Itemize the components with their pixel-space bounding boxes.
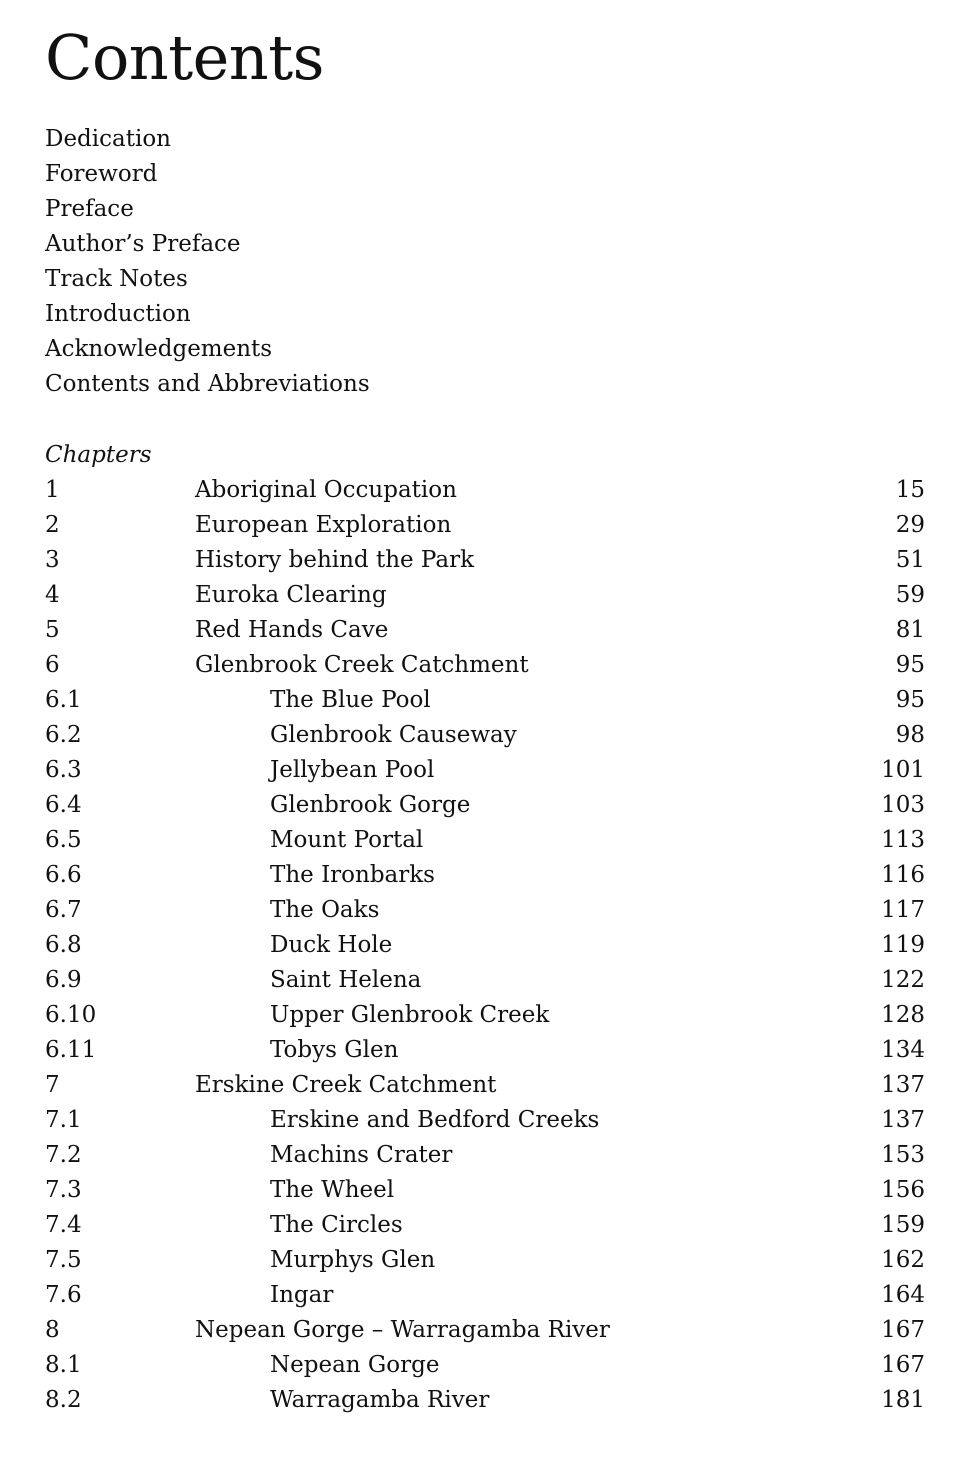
toc-entry-page: 128	[881, 1002, 925, 1028]
toc-entry-number: 3	[45, 547, 60, 573]
toc-entry-title: Aboriginal Occupation	[195, 477, 457, 503]
front-matter-item[interactable]: Dedication	[45, 126, 171, 152]
toc-subsection-row[interactable]	[45, 1243, 925, 1278]
toc-entry-page: 137	[881, 1072, 925, 1098]
front-matter-item[interactable]: Acknowledgements	[45, 336, 273, 362]
toc-chapter-row[interactable]	[45, 1068, 925, 1103]
toc-entry-title: Tobys Glen	[270, 1037, 399, 1063]
page-title: Contents	[45, 21, 324, 94]
toc-entry-title: Duck Hole	[270, 932, 393, 958]
toc-entry-title: European Exploration	[195, 512, 452, 538]
front-matter-item[interactable]: Author’s Preface	[45, 231, 241, 257]
toc-entry-title: Nepean Gorge	[270, 1352, 440, 1378]
toc-entry-page: 29	[895, 512, 925, 538]
toc-entry-number: 6.11	[45, 1037, 97, 1063]
toc-entry-page: 162	[881, 1247, 925, 1273]
toc-entry-title: Nepean Gorge – Warragamba River	[195, 1317, 610, 1343]
toc-entry-page: 134	[881, 1037, 925, 1063]
toc-entry-number: 6.6	[45, 862, 82, 888]
toc-subsection-row[interactable]	[45, 718, 925, 753]
front-matter-item[interactable]: Foreword	[45, 161, 158, 187]
toc-entry-page: 81	[895, 617, 925, 643]
toc-entry-page: 98	[895, 722, 925, 748]
toc-entry-page: 167	[881, 1317, 925, 1343]
front-matter-item[interactable]: Preface	[45, 196, 134, 222]
toc-entry-title: Glenbrook Causeway	[270, 722, 517, 748]
toc-chapter-row[interactable]	[45, 543, 925, 578]
front-matter-list	[45, 122, 370, 402]
toc-subsection-row[interactable]	[45, 1033, 925, 1068]
toc-entry-page: 167	[881, 1352, 925, 1378]
toc-entry-title: The Wheel	[270, 1177, 395, 1203]
toc-entry-title: Mount Portal	[270, 827, 424, 853]
toc-entry-number: 6.1	[45, 687, 82, 713]
toc-entry-number: 8.1	[45, 1352, 82, 1378]
toc-subsection-row[interactable]	[45, 1208, 925, 1243]
toc-entry-title: Machins Crater	[270, 1142, 453, 1168]
toc-entry-number: 7.2	[45, 1142, 82, 1168]
toc-entry-page: 101	[881, 757, 925, 783]
toc-entry-number: 8.2	[45, 1387, 82, 1413]
toc-entry-page: 15	[895, 477, 925, 503]
toc-entry-page: 95	[895, 652, 925, 678]
toc-entry-page: 156	[881, 1177, 925, 1203]
toc-entry-title: History behind the Park	[195, 547, 475, 573]
toc-chapter-row[interactable]	[45, 613, 925, 648]
toc-entry-number: 7.5	[45, 1247, 82, 1273]
toc-subsection-row[interactable]	[45, 893, 925, 928]
toc-subsection-row[interactable]	[45, 1138, 925, 1173]
toc-subsection-row[interactable]	[45, 858, 925, 893]
toc-subsection-row[interactable]	[45, 823, 925, 858]
toc-entry-page: 122	[881, 967, 925, 993]
toc-chapter-row[interactable]	[45, 508, 925, 543]
toc-entry-number: 6.9	[45, 967, 82, 993]
chapters-list	[45, 473, 925, 1418]
toc-entry-title: Erskine Creek Catchment	[195, 1072, 497, 1098]
toc-entry-page: 59	[895, 582, 925, 608]
front-matter-item[interactable]: Contents and Abbreviations	[45, 371, 370, 397]
toc-subsection-row[interactable]	[45, 788, 925, 823]
toc-entry-page: 164	[881, 1282, 925, 1308]
chapters-heading: Chapters	[45, 442, 152, 468]
front-matter-item[interactable]: Introduction	[45, 301, 191, 327]
toc-entry-title: Glenbrook Gorge	[270, 792, 471, 818]
toc-entry-number: 1	[45, 477, 60, 503]
toc-entry-title: Red Hands Cave	[195, 617, 389, 643]
toc-entry-number: 6.4	[45, 792, 82, 818]
toc-entry-title: Ingar	[270, 1282, 334, 1308]
toc-entry-title: Saint Helena	[270, 967, 422, 993]
toc-entry-number: 7.3	[45, 1177, 82, 1203]
toc-entry-title: The Oaks	[270, 897, 380, 923]
toc-entry-number: 6.10	[45, 1002, 97, 1028]
front-matter-item[interactable]: Track Notes	[45, 266, 188, 292]
toc-entry-number: 7.1	[45, 1107, 82, 1133]
toc-entry-page: 117	[881, 897, 925, 923]
toc-entry-number: 6.8	[45, 932, 82, 958]
toc-entry-page: 113	[881, 827, 925, 853]
toc-entry-title: Warragamba River	[270, 1387, 490, 1413]
toc-entry-page: 181	[881, 1387, 925, 1413]
toc-entry-title: Jellybean Pool	[270, 757, 435, 783]
toc-subsection-row[interactable]	[45, 1383, 925, 1418]
toc-entry-page: 137	[881, 1107, 925, 1133]
toc-subsection-row[interactable]	[45, 1103, 925, 1138]
toc-entry-page: 159	[881, 1212, 925, 1238]
toc-entry-number: 4	[45, 582, 60, 608]
toc-chapter-row[interactable]	[45, 648, 925, 683]
toc-chapter-row[interactable]	[45, 1313, 925, 1348]
toc-entry-number: 6.7	[45, 897, 82, 923]
toc-entry-number: 6.3	[45, 757, 82, 783]
toc-entry-title: Euroka Clearing	[195, 582, 387, 608]
toc-entry-page: 116	[881, 862, 925, 888]
toc-entry-title: The Blue Pool	[270, 687, 431, 713]
toc-entry-number: 5	[45, 617, 60, 643]
toc-chapter-row[interactable]	[45, 473, 925, 508]
toc-entry-title: The Ironbarks	[270, 862, 435, 888]
toc-subsection-row[interactable]	[45, 753, 925, 788]
toc-entry-number: 2	[45, 512, 60, 538]
toc-entry-title: Erskine and Bedford Creeks	[270, 1107, 600, 1133]
toc-entry-title: Glenbrook Creek Catchment	[195, 652, 529, 678]
toc-chapter-row[interactable]	[45, 578, 925, 613]
toc-subsection-row[interactable]	[45, 963, 925, 998]
toc-subsection-row[interactable]	[45, 1348, 925, 1383]
toc-subsection-row[interactable]	[45, 1278, 925, 1313]
toc-entry-page: 51	[895, 547, 925, 573]
toc-entry-title: The Circles	[270, 1212, 403, 1238]
toc-subsection-row[interactable]	[45, 683, 925, 718]
toc-entry-page: 119	[881, 932, 925, 958]
toc-entry-page: 95	[895, 687, 925, 713]
toc-entry-title: Upper Glenbrook Creek	[270, 1002, 550, 1028]
toc-entry-number: 6	[45, 652, 60, 678]
toc-entry-number: 7	[45, 1072, 60, 1098]
toc-entry-number: 7.6	[45, 1282, 82, 1308]
toc-entry-number: 8	[45, 1317, 60, 1343]
toc-subsection-row[interactable]	[45, 1173, 925, 1208]
toc-entry-number: 6.5	[45, 827, 82, 853]
toc-entry-number: 6.2	[45, 722, 82, 748]
toc-entry-title: Murphys Glen	[270, 1247, 436, 1273]
toc-subsection-row[interactable]	[45, 928, 925, 963]
toc-entry-number: 7.4	[45, 1212, 82, 1238]
toc-entry-page: 103	[881, 792, 925, 818]
toc-entry-page: 153	[881, 1142, 925, 1168]
toc-subsection-row[interactable]	[45, 998, 925, 1033]
